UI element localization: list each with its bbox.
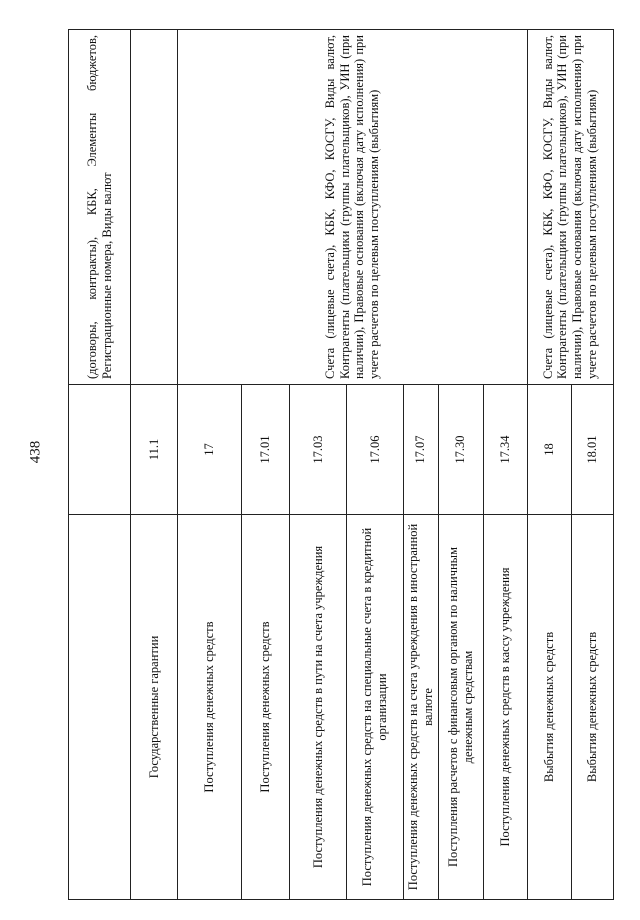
row-description: Счета (лицевые счета), КБК, КФО, КОСГУ, Виды валют, Контрагенты (плательщики (группы плательщиков), УИН (при наличии), Правовые основания (включая дату исполнения) при учете расчетов по целевым поступлениям (выбытиям) bbox=[527, 30, 613, 385]
table-row bbox=[527, 30, 571, 900]
row-code: 17.03 bbox=[290, 385, 347, 515]
table-row bbox=[131, 30, 178, 900]
row-name: Поступления денежных средств в пути на счета учреждения bbox=[290, 515, 347, 900]
row-code: 17.07 bbox=[404, 385, 439, 515]
table-container bbox=[68, 30, 599, 900]
row-code: 11.1 bbox=[131, 385, 178, 515]
row-code: 17.30 bbox=[438, 385, 483, 515]
page-number: 438 bbox=[27, 440, 44, 464]
row-name: Выбытия денежных средств bbox=[527, 515, 571, 900]
rotated-table-layer bbox=[68, 30, 599, 900]
row-name: Поступления расчетов с финансовым органом по наличным денежным средствам bbox=[438, 515, 483, 900]
row-code: 18 bbox=[527, 385, 571, 515]
row-name: Поступления денежных средств в кассу учреждения bbox=[483, 515, 527, 900]
row-description: Счета (лицевые счета), КБК, КФО, КОСГУ, Виды валют, Контрагенты (плательщики (группы плательщиков), УИН (при наличии), Правовые основания (включая дату исполнения) при учете расчетов по целевым поступлениям (выбытиям) bbox=[178, 30, 528, 385]
row-name bbox=[69, 515, 131, 900]
row-name: Выбытия денежных средств bbox=[571, 515, 613, 900]
register-table bbox=[68, 29, 614, 900]
row-description bbox=[131, 30, 178, 385]
row-description: (договоры, контракты), КБК, Элементы бюджетов, Регистрационные номера, Виды валют bbox=[69, 30, 131, 385]
row-code: 18.01 bbox=[571, 385, 613, 515]
table-row bbox=[69, 30, 131, 900]
table-row bbox=[178, 30, 242, 900]
row-name: Государственные гарантии bbox=[131, 515, 178, 900]
row-name: Поступления денежных средств bbox=[242, 515, 290, 900]
row-code bbox=[69, 385, 131, 515]
row-name: Поступления денежных средств bbox=[178, 515, 242, 900]
row-code: 17 bbox=[178, 385, 242, 515]
row-code: 17.34 bbox=[483, 385, 527, 515]
row-name: Поступления денежных средств на счета учреждения в иностранной валюте bbox=[404, 515, 439, 900]
row-name: Поступления денежных средств на специальные счета в кредитной организации bbox=[347, 515, 404, 900]
row-code: 17.06 bbox=[347, 385, 404, 515]
row-code: 17.01 bbox=[242, 385, 290, 515]
